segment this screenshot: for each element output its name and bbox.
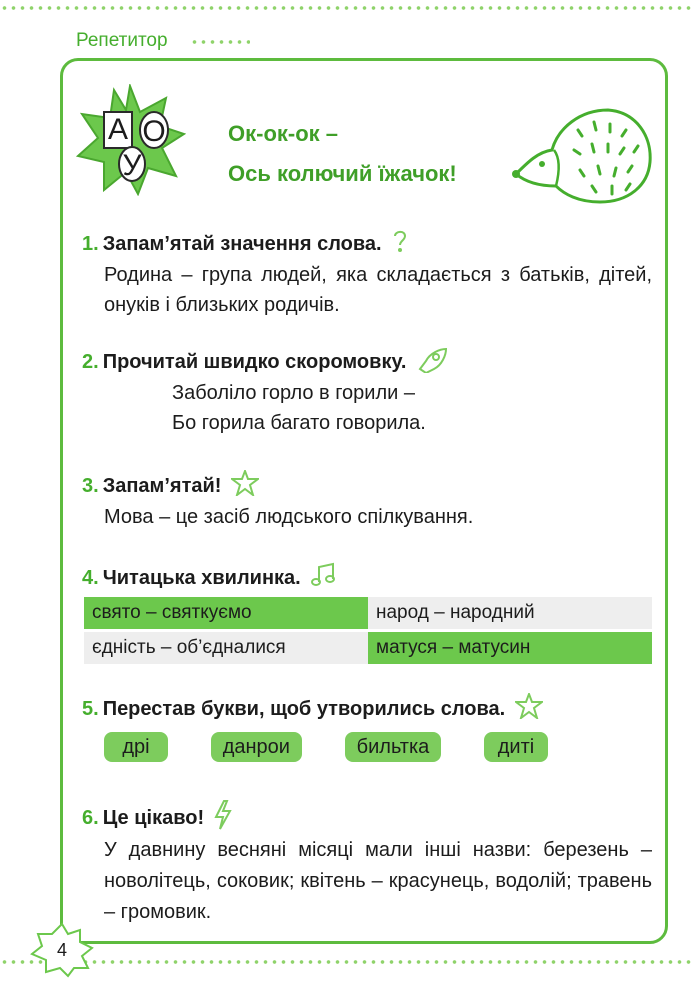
task-number: 5. bbox=[82, 697, 99, 720]
task-number: 2. bbox=[82, 350, 99, 373]
letters-star-badge bbox=[74, 84, 186, 201]
reading-cell: матуся – матусин bbox=[368, 632, 652, 664]
letter-u: У bbox=[122, 149, 142, 182]
top-dotted-line bbox=[0, 6, 694, 10]
star-burst-icon bbox=[74, 84, 186, 196]
scrambled-words bbox=[104, 732, 548, 762]
header-label: Репетитор bbox=[76, 30, 168, 51]
reading-cell: свято – святкуємо bbox=[84, 597, 368, 629]
star-icon bbox=[515, 693, 543, 725]
header-dotted-line bbox=[190, 40, 250, 44]
task-2-heading bbox=[82, 345, 450, 379]
lightning-icon bbox=[214, 800, 232, 836]
task-6-text: У давнину весняні місяці мали інші назви: березень – новолітець, соковик; квітень – красунець, водолій; травень – громовик. bbox=[104, 839, 652, 923]
scrambled-word: диті bbox=[484, 732, 548, 762]
task-number: 6. bbox=[82, 806, 99, 829]
task-title: Перестав букви, щоб утворились слова. bbox=[102, 697, 506, 720]
bottom-dotted-line bbox=[0, 960, 694, 964]
scrambled-word: данрои bbox=[211, 732, 302, 762]
task-number: 3. bbox=[82, 474, 99, 497]
reading-cell: народ – народний bbox=[368, 597, 652, 629]
task-5-heading bbox=[82, 693, 543, 725]
task-number: 4. bbox=[82, 566, 99, 589]
tongue-twister-line-1: Заболіло горло в горили – bbox=[172, 382, 415, 404]
page-number: 4 bbox=[56, 940, 67, 960]
task-title: Це цікаво! bbox=[102, 806, 205, 829]
question-icon bbox=[392, 228, 408, 260]
task-4-heading bbox=[82, 562, 337, 594]
rocket-icon bbox=[416, 345, 450, 379]
task-1-definition: Родина – група людей, яка складається з батьків, дітей, онуків і близьких родичів. bbox=[104, 264, 652, 316]
hedgehog-icon bbox=[508, 100, 656, 215]
task-3-text: Мова – це засіб людського спілкування. bbox=[104, 506, 474, 528]
task-title: Прочитай швидко скоромовку. bbox=[102, 350, 407, 373]
music-note-icon bbox=[311, 562, 337, 594]
letter-o: О bbox=[142, 115, 166, 148]
slogan-line-1: Ок-ок-ок – bbox=[228, 121, 339, 146]
task-6-heading bbox=[82, 800, 232, 836]
scrambled-word: дрі bbox=[104, 732, 168, 762]
task-3-heading bbox=[82, 470, 259, 502]
scrambled-word: бильтка bbox=[345, 732, 442, 762]
letter-a: А bbox=[107, 113, 129, 146]
task-title: Читацька хвилинка. bbox=[102, 566, 301, 589]
task-title: Запам’ятай! bbox=[102, 474, 222, 497]
tongue-twister-line-2: Бо горила багато говорила. bbox=[172, 412, 426, 434]
slogan-line-2: Ось колючий їжачок! bbox=[228, 161, 457, 186]
task-number: 1. bbox=[82, 232, 99, 255]
reading-cell: єдність – об’єдналися bbox=[84, 632, 368, 664]
star-icon bbox=[231, 470, 259, 502]
task-title: Запам’ятай значення слова. bbox=[102, 232, 382, 255]
slogan bbox=[228, 114, 457, 194]
task-1-heading bbox=[82, 228, 408, 260]
reading-table bbox=[84, 597, 652, 664]
